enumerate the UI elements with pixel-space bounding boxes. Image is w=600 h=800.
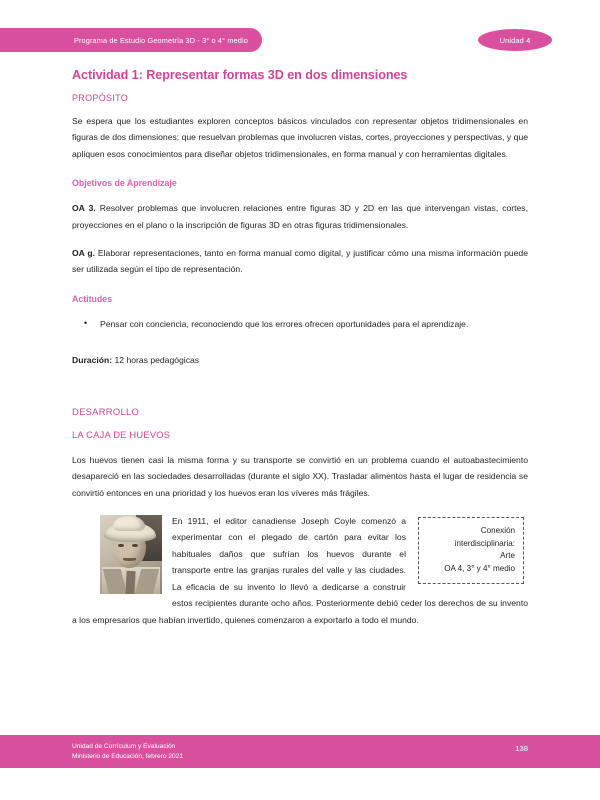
objective-item-oag — [72, 245, 528, 278]
connection-line-4: OA 4, 3° y 4° medio — [444, 563, 515, 573]
page-footer — [0, 735, 600, 768]
egg-story-paragraph: En 1911, el editor canadiense Joseph Coyle comenzó a experimentar con el plegado de cartón para evitar los habituales daños que sufrían los huevos durante el transporte entre las granjas rurales del valle y las ciudades. La eficacia de su invento lo llevó a dedicarse a construir estos recipientes durante ocho años. Posteriormente debió ceder los derechos de su invento a los empresarios que habían invertido, quienes comenzaron a exportarlo a todo el mundo. — [72, 516, 528, 625]
photo-tie — [125, 571, 135, 594]
footer-line-1: Unidad de Currículum y Evaluación — [72, 743, 176, 750]
egg-box-heading: LA CAJA DE HUEVOS — [72, 428, 171, 440]
objective-item-oa3 — [72, 200, 528, 233]
duration-value: 12 horas pedagógicas — [112, 354, 200, 365]
list-item: • Pensar con conciencia, reconociendo que los errores ofrecen oportunidades para el aprendizaje. — [100, 316, 528, 332]
photo-mouth — [123, 558, 136, 561]
objective-text-oag: Elaborar representaciones, tanto en forma manual como digital, y justificar cómo una misma información puede ser utilizada según el tipo de representación. — [72, 248, 528, 275]
photo-eye-left — [118, 544, 124, 547]
page-content — [72, 68, 528, 628]
connection-line-3: Arte — [500, 551, 515, 561]
footer-organization — [72, 742, 183, 761]
attitudes-heading: Actitudes — [72, 293, 113, 304]
page-number: 138 — [515, 744, 528, 753]
joseph-coyle-photo — [100, 515, 162, 594]
purpose-heading: PROPÓSITO — [72, 93, 129, 103]
duration-row — [72, 352, 528, 368]
connection-line-2: interdisciplinaria: — [454, 538, 515, 548]
connection-line-1: Conexión — [480, 526, 515, 536]
interdisciplinary-connection-box — [418, 517, 524, 584]
purpose-paragraph: Se espera que los estudiantes exploren conceptos básicos vinculados con representar objetos tridimensionales en figuras de dos dimensiones; que resuelvan problemas que involucren vistas, cortes, proyecciones y perspectivas, y que apliquen esos conocimientos para diseñar objetos tridimensionales, en forma manual y con herramientas digitales. — [72, 116, 528, 159]
page-header — [0, 28, 600, 52]
objective-text-oa3: Resolver problemas que involucren relaciones entre figuras 3D y 2D en las que intervengan vistas, cortes, proyecciones en el plano o la inscripción de figuras 3D en otras figuras tridimensionales. — [72, 203, 528, 230]
unit-badge-label: Unidad 4 — [499, 35, 531, 45]
footer-line-2: Ministerio de Educación, febrero 2021 — [72, 752, 184, 760]
photo-hat-crown — [113, 516, 145, 531]
objectives-heading: Objetivos de Aprendizaje — [72, 178, 177, 189]
objective-code-oag: OA g. — [72, 248, 96, 259]
egg-intro-paragraph: Los huevos tienen casi la misma forma y su transporte se convirtió en un problema cuando el autoabastecimiento desapareció en las sociedades desarrolladas (durante el siglo XX). Trasladar alimentos hasta el lugar de residencia se convirtió entonces en una prioridad y los huevos eran los víveres más frágiles. — [72, 454, 528, 498]
unit-badge — [478, 29, 552, 51]
page-title: Actividad 1: Representar formas 3D en dos dimensiones — [72, 68, 408, 82]
program-label: Programa de Estudio Geometría 3D - 3° o 4° medio — [73, 35, 248, 45]
program-band — [0, 28, 262, 52]
attitudes-list — [72, 316, 528, 332]
story-section — [72, 513, 528, 628]
duration-label: Duración: — [72, 354, 113, 365]
development-heading: DESARROLLO — [72, 405, 140, 417]
objective-code-oa3: OA 3. — [72, 203, 96, 214]
photo-eye-right — [132, 544, 138, 547]
